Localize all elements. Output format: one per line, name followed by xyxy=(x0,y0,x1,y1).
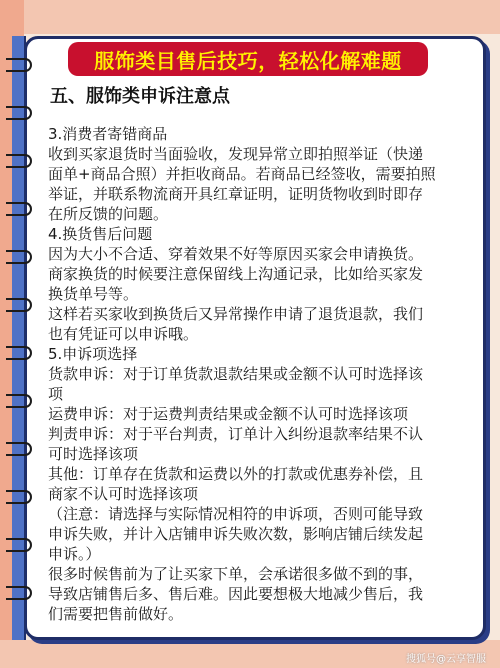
binding-ring xyxy=(6,202,32,216)
binding-ring xyxy=(6,58,32,72)
body-text xyxy=(48,124,478,624)
binding-ring xyxy=(6,298,32,312)
text-line: 申诉失败，并计入店铺申诉失败次数，影响店铺后续发起 xyxy=(48,525,424,543)
binding-ring xyxy=(6,538,32,552)
text-line: 收到买家退货时当面验收，发现异常立即拍照举证（快递 xyxy=(48,145,424,163)
binding-ring xyxy=(6,346,32,360)
top-background-band xyxy=(0,0,500,34)
binding-ring xyxy=(6,394,32,408)
text-line: 们需要把售前做好。 xyxy=(48,605,184,623)
text-line: 也有凭证可以申诉哦。 xyxy=(48,325,199,343)
text-line: 其他：订单存在货款和运费以外的打款或优惠券补偿，且 xyxy=(48,465,424,483)
watermark: 搜狐号@云享智服 xyxy=(406,654,486,665)
text-line: 导致店铺售后多、售后难。因此要想极大地减少售后，我 xyxy=(48,585,424,603)
text-line: 这样若买家收到换货后又异常操作申请了退货退款，我们 xyxy=(48,305,424,323)
section-heading: 五、服饰类申诉注意点 xyxy=(50,86,230,107)
title-banner xyxy=(68,42,428,76)
text-line: 举证，并联系物流商开具红章证明，证明货物收到时即存 xyxy=(48,185,424,203)
text-line: 5.申诉项选择 xyxy=(48,345,138,363)
text-line: 3.消费者寄错商品 xyxy=(48,125,168,143)
text-line: 判责申诉：对于平台判责，订单计入纠纷退款率结果不认 xyxy=(48,425,424,443)
binding-ring xyxy=(6,106,32,120)
binding-ring xyxy=(6,490,32,504)
text-line: 换货单号等。 xyxy=(48,285,139,303)
text-line: 可时选择该项 xyxy=(48,445,139,463)
text-line: 商家不认可时选择该项 xyxy=(48,485,199,503)
text-line: 因为大小不合适、穿着效果不好等原因买家会申请换货。 xyxy=(48,245,424,263)
binding-ring xyxy=(6,586,32,600)
text-line: 在所反馈的问题。 xyxy=(48,205,169,223)
text-line: （注意：请选择与实际情况相符的申诉项，否则可能导致 xyxy=(48,505,424,523)
text-line: 面单+商品合照）并拒收商品。若商品已经签收，需要拍照 xyxy=(48,165,436,183)
text-line: 4.换货售后问题 xyxy=(48,225,153,243)
page-title: 服饰类目售后技巧，轻松化解难题 xyxy=(94,48,402,73)
binding-ring xyxy=(6,154,32,168)
text-line: 申诉。） xyxy=(48,545,101,563)
binding-ring xyxy=(6,442,32,456)
text-line: 运费申诉：对于运费判责结果或金额不认可时选择该项 xyxy=(48,405,409,423)
binding-ring xyxy=(6,250,32,264)
text-line: 商家换货的时候要注意保留线上沟通记录，比如给买家发 xyxy=(48,265,424,283)
text-line: 很多时候售前为了让买家下单，会承诺很多做不到的事， xyxy=(48,565,424,583)
text-line: 货款申诉：对于订单货款退款结果或金额不认可时选择该 xyxy=(48,365,424,383)
text-line: 项 xyxy=(48,385,64,403)
